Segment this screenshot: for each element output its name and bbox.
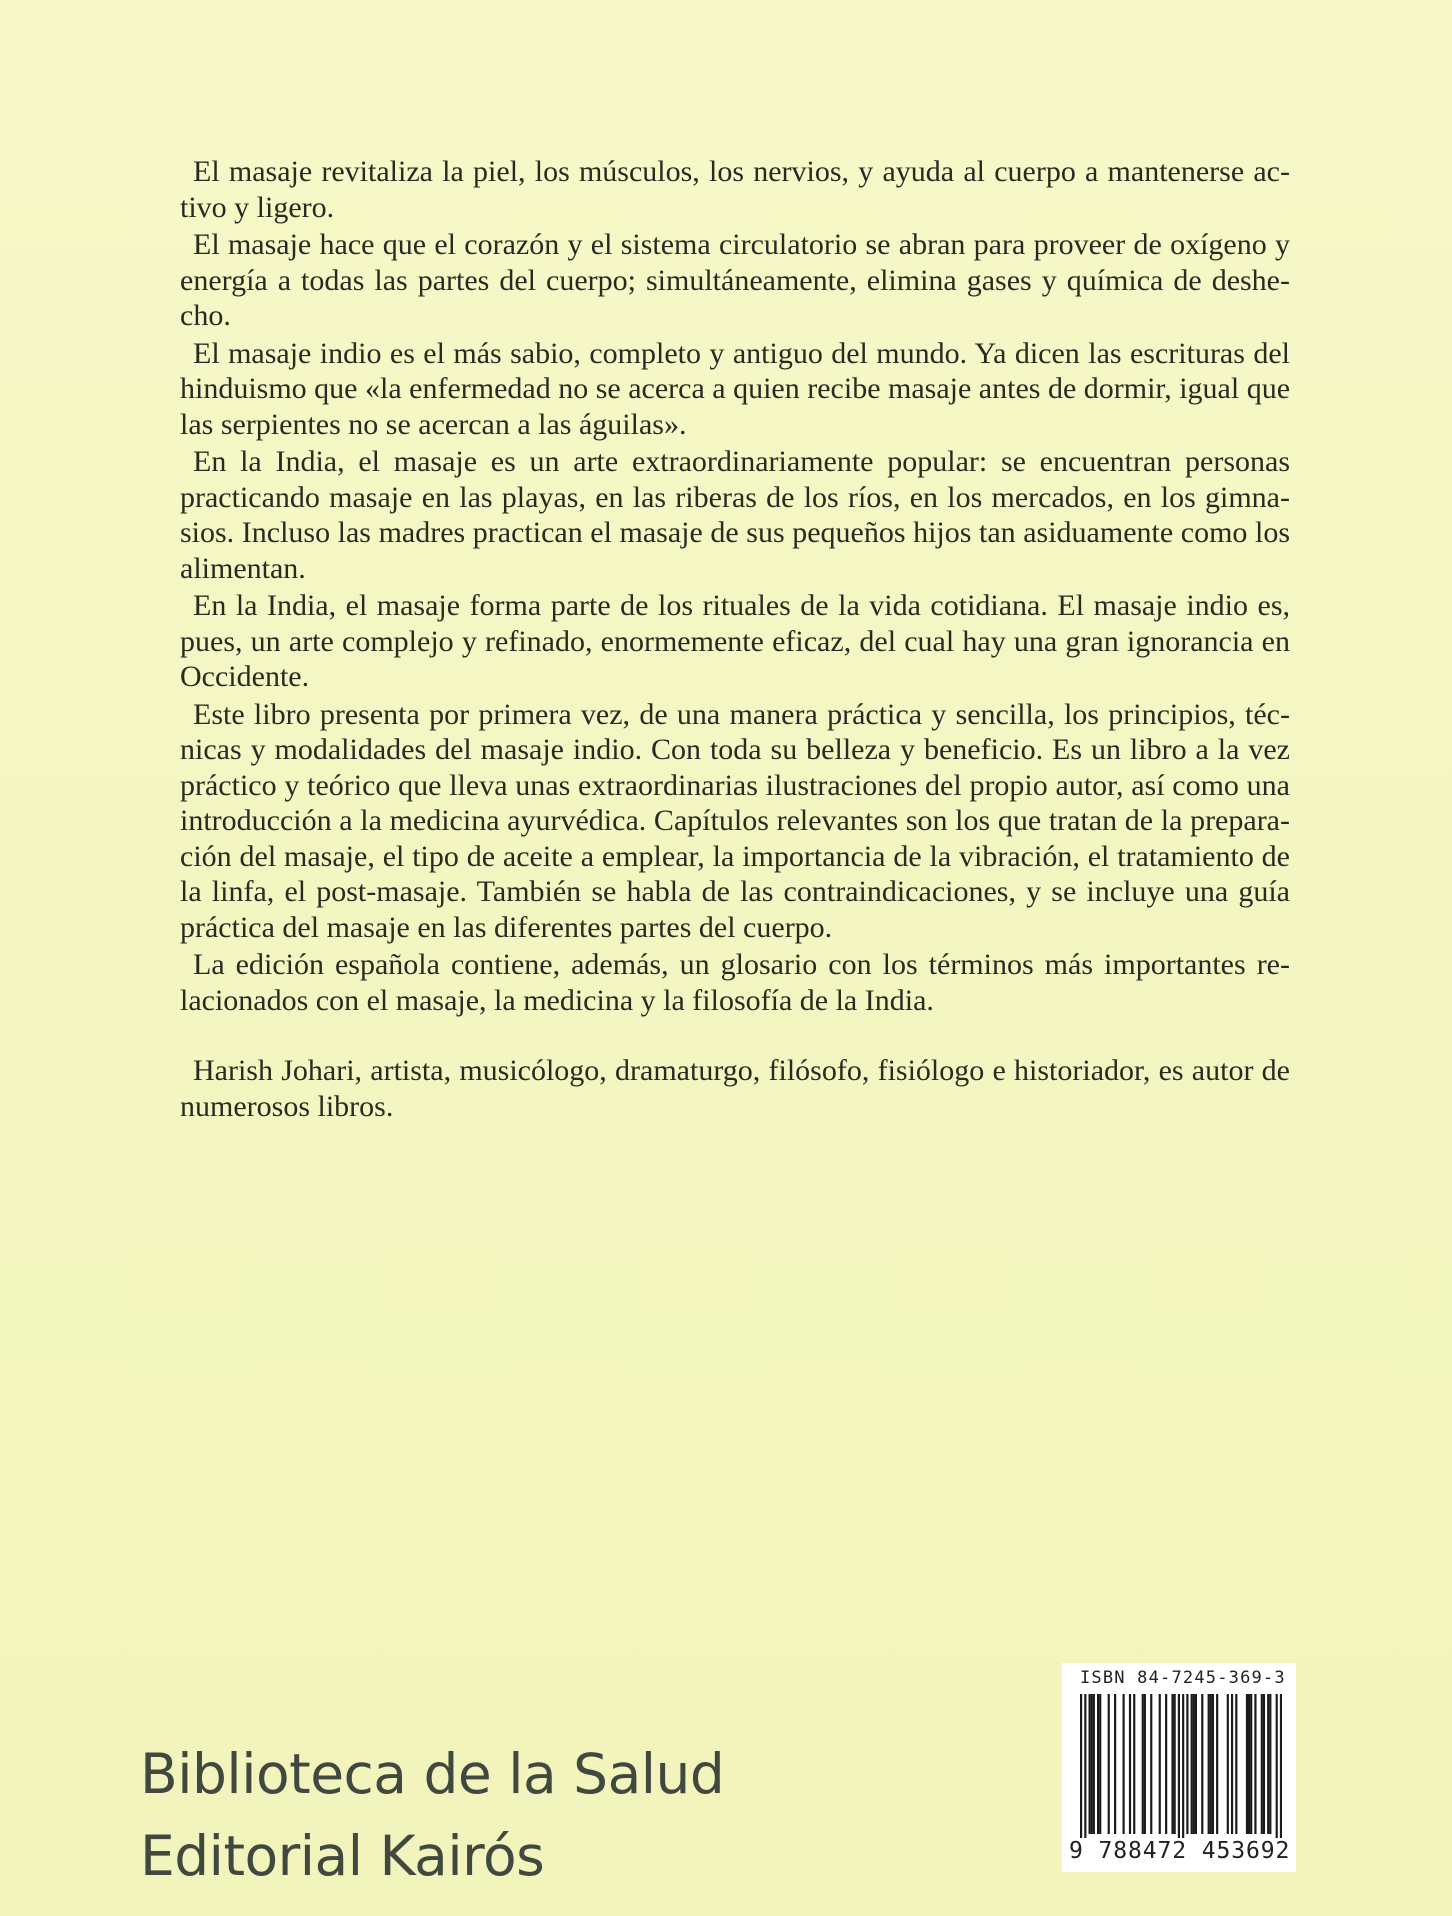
barcode-bar bbox=[1201, 1694, 1203, 1834]
barcode-bar bbox=[1210, 1694, 1212, 1834]
publisher-name: Editorial Kairós bbox=[140, 1824, 545, 1888]
barcode-bar bbox=[1248, 1694, 1250, 1834]
barcode-bar bbox=[1114, 1694, 1116, 1834]
blurb-paragraph-5: En la India, el masaje forma parte de los rituales de la vida cotidiana. El masaje indio es, pues, un arte complejo y refinado, enormemente eficaz, del cual hay una gran ignorancia en Occidente. bbox=[180, 589, 1290, 693]
publisher-series bbox=[140, 1733, 724, 1897]
ean-digits: 9 788472 453692 bbox=[1069, 1838, 1291, 1864]
barcode-bar bbox=[1091, 1694, 1093, 1834]
barcode-bar bbox=[1144, 1694, 1146, 1834]
barcode-bar bbox=[1227, 1694, 1229, 1834]
barcode-bar bbox=[1174, 1694, 1176, 1834]
blurb-paragraph-7: La edición española contiene, además, un glosario con los términos más importantes relacionados con el masaje, la medicina y la filosofía de la India. bbox=[180, 948, 1290, 1017]
barcode-bar bbox=[1084, 1694, 1086, 1844]
blurb-paragraph-1: El masaje revitaliza la piel, los músculos, los nervios, y ayuda al cuerpo a mantenerse activo y ligero. bbox=[180, 155, 1290, 224]
author-note: Harish Johari, artista, musicólogo, dramaturgo, filósofo, fisiólogo e historiador, es autor de numerosos libros. bbox=[180, 1054, 1290, 1123]
barcode-bar bbox=[1261, 1694, 1263, 1834]
barcode-bar bbox=[1099, 1694, 1101, 1834]
barcode-bar bbox=[1093, 1694, 1095, 1834]
blurb-paragraph-2: El masaje hace que el corazón y el sistema circulatorio se abran para proveer de oxígeno y energía a todas las partes del cuerpo; simultáneamente, elimina gases y química de deshecho. bbox=[180, 228, 1290, 332]
blurb-paragraph-3: El masaje indio es el más sabio, completo y antiguo del mundo. Ya dicen las escrituras del hinduismo que «la enfermedad no se acerca a quien recibe masaje antes de dormir, igual que las serpientes no se acercan a las águilas». bbox=[180, 336, 1291, 441]
barcode-bar bbox=[1129, 1694, 1131, 1834]
barcode-bar bbox=[1178, 1694, 1180, 1844]
barcode-bar bbox=[1123, 1694, 1125, 1834]
series-name: Biblioteca de la Salud bbox=[140, 1742, 725, 1806]
barcode-bar bbox=[1165, 1694, 1167, 1834]
barcode-bar bbox=[1097, 1694, 1099, 1834]
blurb-text bbox=[180, 154, 1290, 1126]
barcode-bar bbox=[1108, 1694, 1110, 1834]
barcode-bar bbox=[1186, 1694, 1188, 1834]
barcode-bar bbox=[1231, 1694, 1233, 1834]
barcode-bar bbox=[1216, 1694, 1218, 1834]
barcode-bar bbox=[1263, 1694, 1265, 1834]
barcode-bar bbox=[1182, 1694, 1184, 1844]
barcode-bar bbox=[1171, 1694, 1173, 1834]
blurb-paragraph-4: En la India, el masaje es un arte extraordinariamente popular: se encuentran personas practicando masaje en las playas, en las riberas de los ríos, en los mercados, en los gimnasios. Incluso las madres practican el masaje de sus pequeños hijos tan asiduamente como los alimentan. bbox=[180, 445, 1290, 585]
barcode-bar bbox=[1269, 1694, 1271, 1834]
barcode-bar bbox=[1280, 1694, 1282, 1844]
barcode-bar bbox=[1195, 1694, 1197, 1834]
isbn-label: ISBN 84-7245-369-3 bbox=[1080, 1668, 1286, 1688]
barcode-bar bbox=[1208, 1694, 1210, 1834]
barcode-bar bbox=[1080, 1694, 1082, 1844]
barcode-bar bbox=[1267, 1694, 1269, 1834]
barcode-bar bbox=[1193, 1694, 1195, 1834]
barcode-bar bbox=[1191, 1694, 1193, 1834]
blurb-paragraph-6: Este libro presenta por primera vez, de una manera práctica y sencilla, los principios, técnicas y modalidades del masaje indio. Con toda su belleza y beneficio. Es un libro a la vez práctico y teórico que lleva unas extraordinarias ilustraciones del propio autor, así como una introducción a la medicina ayurvédica. Capítulos relevantes son los que tratan de la preparación del masaje, el tipo de aceite a emplear, la importancia de la vibración, el tratamiento de la linfa, el post-masaje. También se habla de las contraindicaciones, y se incluye una guía práctica del masaje en las diferentes partes del cuerpo. bbox=[180, 697, 1290, 944]
barcode-bar bbox=[1212, 1694, 1214, 1834]
barcode-bar bbox=[1089, 1694, 1091, 1834]
barcode-bars bbox=[1080, 1694, 1282, 1844]
barcode-bar bbox=[1142, 1694, 1144, 1834]
barcode-bar bbox=[1254, 1694, 1256, 1834]
barcode-bar bbox=[1133, 1694, 1135, 1834]
barcode-bar bbox=[1276, 1694, 1278, 1844]
barcode-bar bbox=[1159, 1694, 1161, 1834]
barcode-bar bbox=[1250, 1694, 1252, 1834]
barcode-bar bbox=[1235, 1694, 1237, 1834]
barcode-bar bbox=[1246, 1694, 1248, 1834]
barcode-bar bbox=[1150, 1694, 1152, 1834]
